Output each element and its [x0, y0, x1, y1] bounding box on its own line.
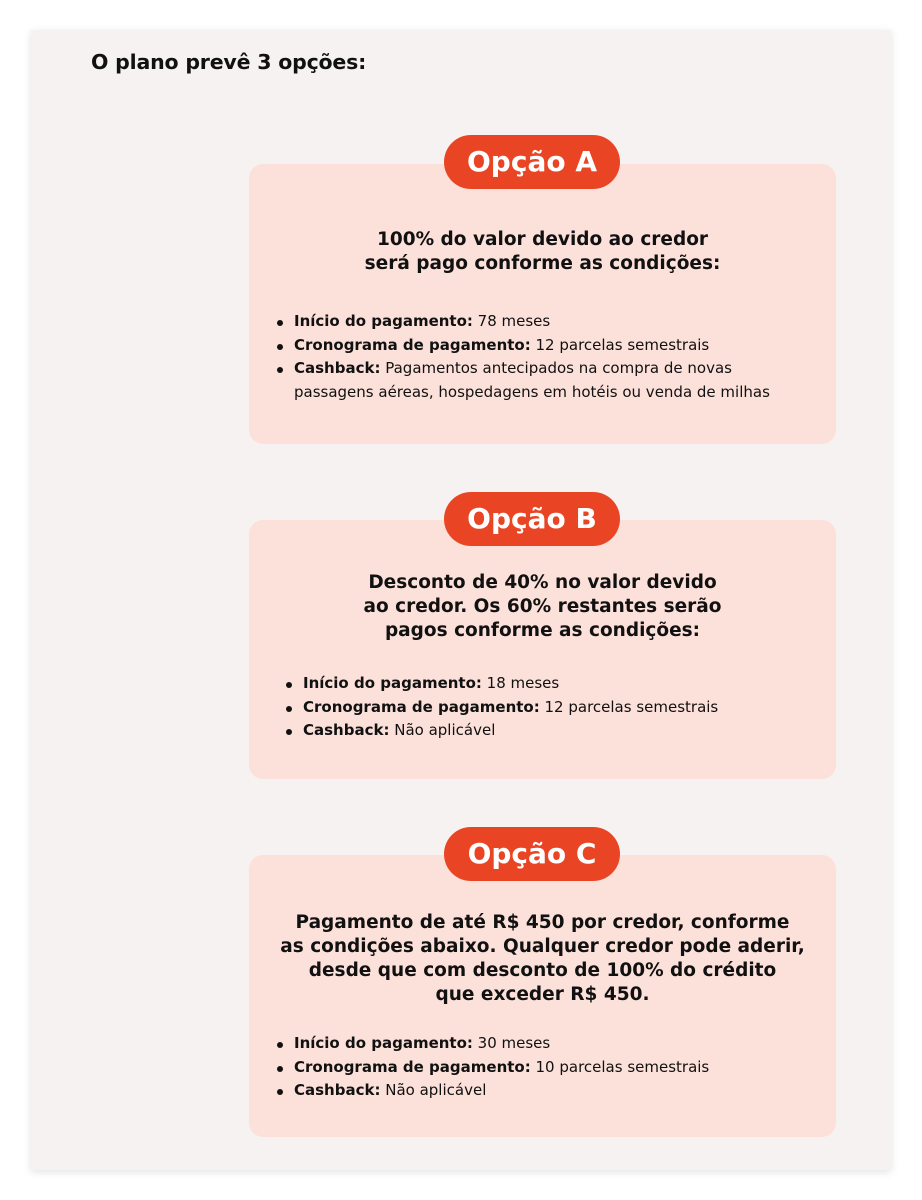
page-title: O plano prevê 3 opções:	[91, 50, 367, 74]
option-b-heading-line: ao credor. Os 60% restantes serão	[363, 596, 722, 617]
option-a-badge: Opção A	[444, 135, 620, 189]
list-item: Início do pagamento: 18 meses	[284, 672, 804, 696]
list-item: Cashback: Não aplicável	[275, 1079, 815, 1103]
option-b-heading-line: Desconto de 40% no valor devido	[368, 572, 717, 593]
list-item: Cronograma de pagamento: 12 parcelas semestrais	[284, 696, 804, 720]
option-c-heading-line: Pagamento de até R$ 450 por credor, conforme	[295, 912, 790, 933]
option-card-b	[249, 520, 836, 779]
list-item: Cashback: Não aplicável	[284, 719, 804, 743]
option-c-heading-line: desde que com desconto de 100% do crédito	[308, 960, 777, 981]
option-c-conditions	[275, 1032, 815, 1103]
option-a-heading	[249, 228, 836, 276]
option-c-heading-line: as condições abaixo. Qualquer credor pode aderir,	[280, 936, 805, 957]
option-a-conditions	[275, 310, 815, 404]
list-item: Início do pagamento: 78 meses	[275, 310, 815, 334]
option-b-heading-line: pagos conforme as condições:	[384, 620, 701, 641]
option-card-c	[249, 855, 836, 1137]
list-item: Início do pagamento: 30 meses	[275, 1032, 815, 1056]
option-card-a	[249, 164, 836, 444]
option-b-badge: Opção B	[444, 492, 620, 546]
option-c-heading-line: que exceder R$ 450.	[435, 984, 650, 1005]
option-a-heading-line: 100% do valor devido ao credor	[376, 229, 709, 250]
list-item: Cashback: Pagamentos antecipados na compra de novas passagens aéreas, hospedagens em hotéis ou venda de milhas	[275, 357, 815, 404]
option-b-conditions	[284, 672, 804, 743]
option-b-heading	[249, 571, 836, 643]
list-item: Cronograma de pagamento: 12 parcelas semestrais	[275, 334, 815, 358]
list-item: Cronograma de pagamento: 10 parcelas semestrais	[275, 1056, 815, 1080]
option-a-heading-line: será pago conforme as condições:	[364, 253, 721, 274]
option-c-badge: Opção C	[444, 827, 620, 881]
option-c-heading	[249, 911, 836, 1007]
